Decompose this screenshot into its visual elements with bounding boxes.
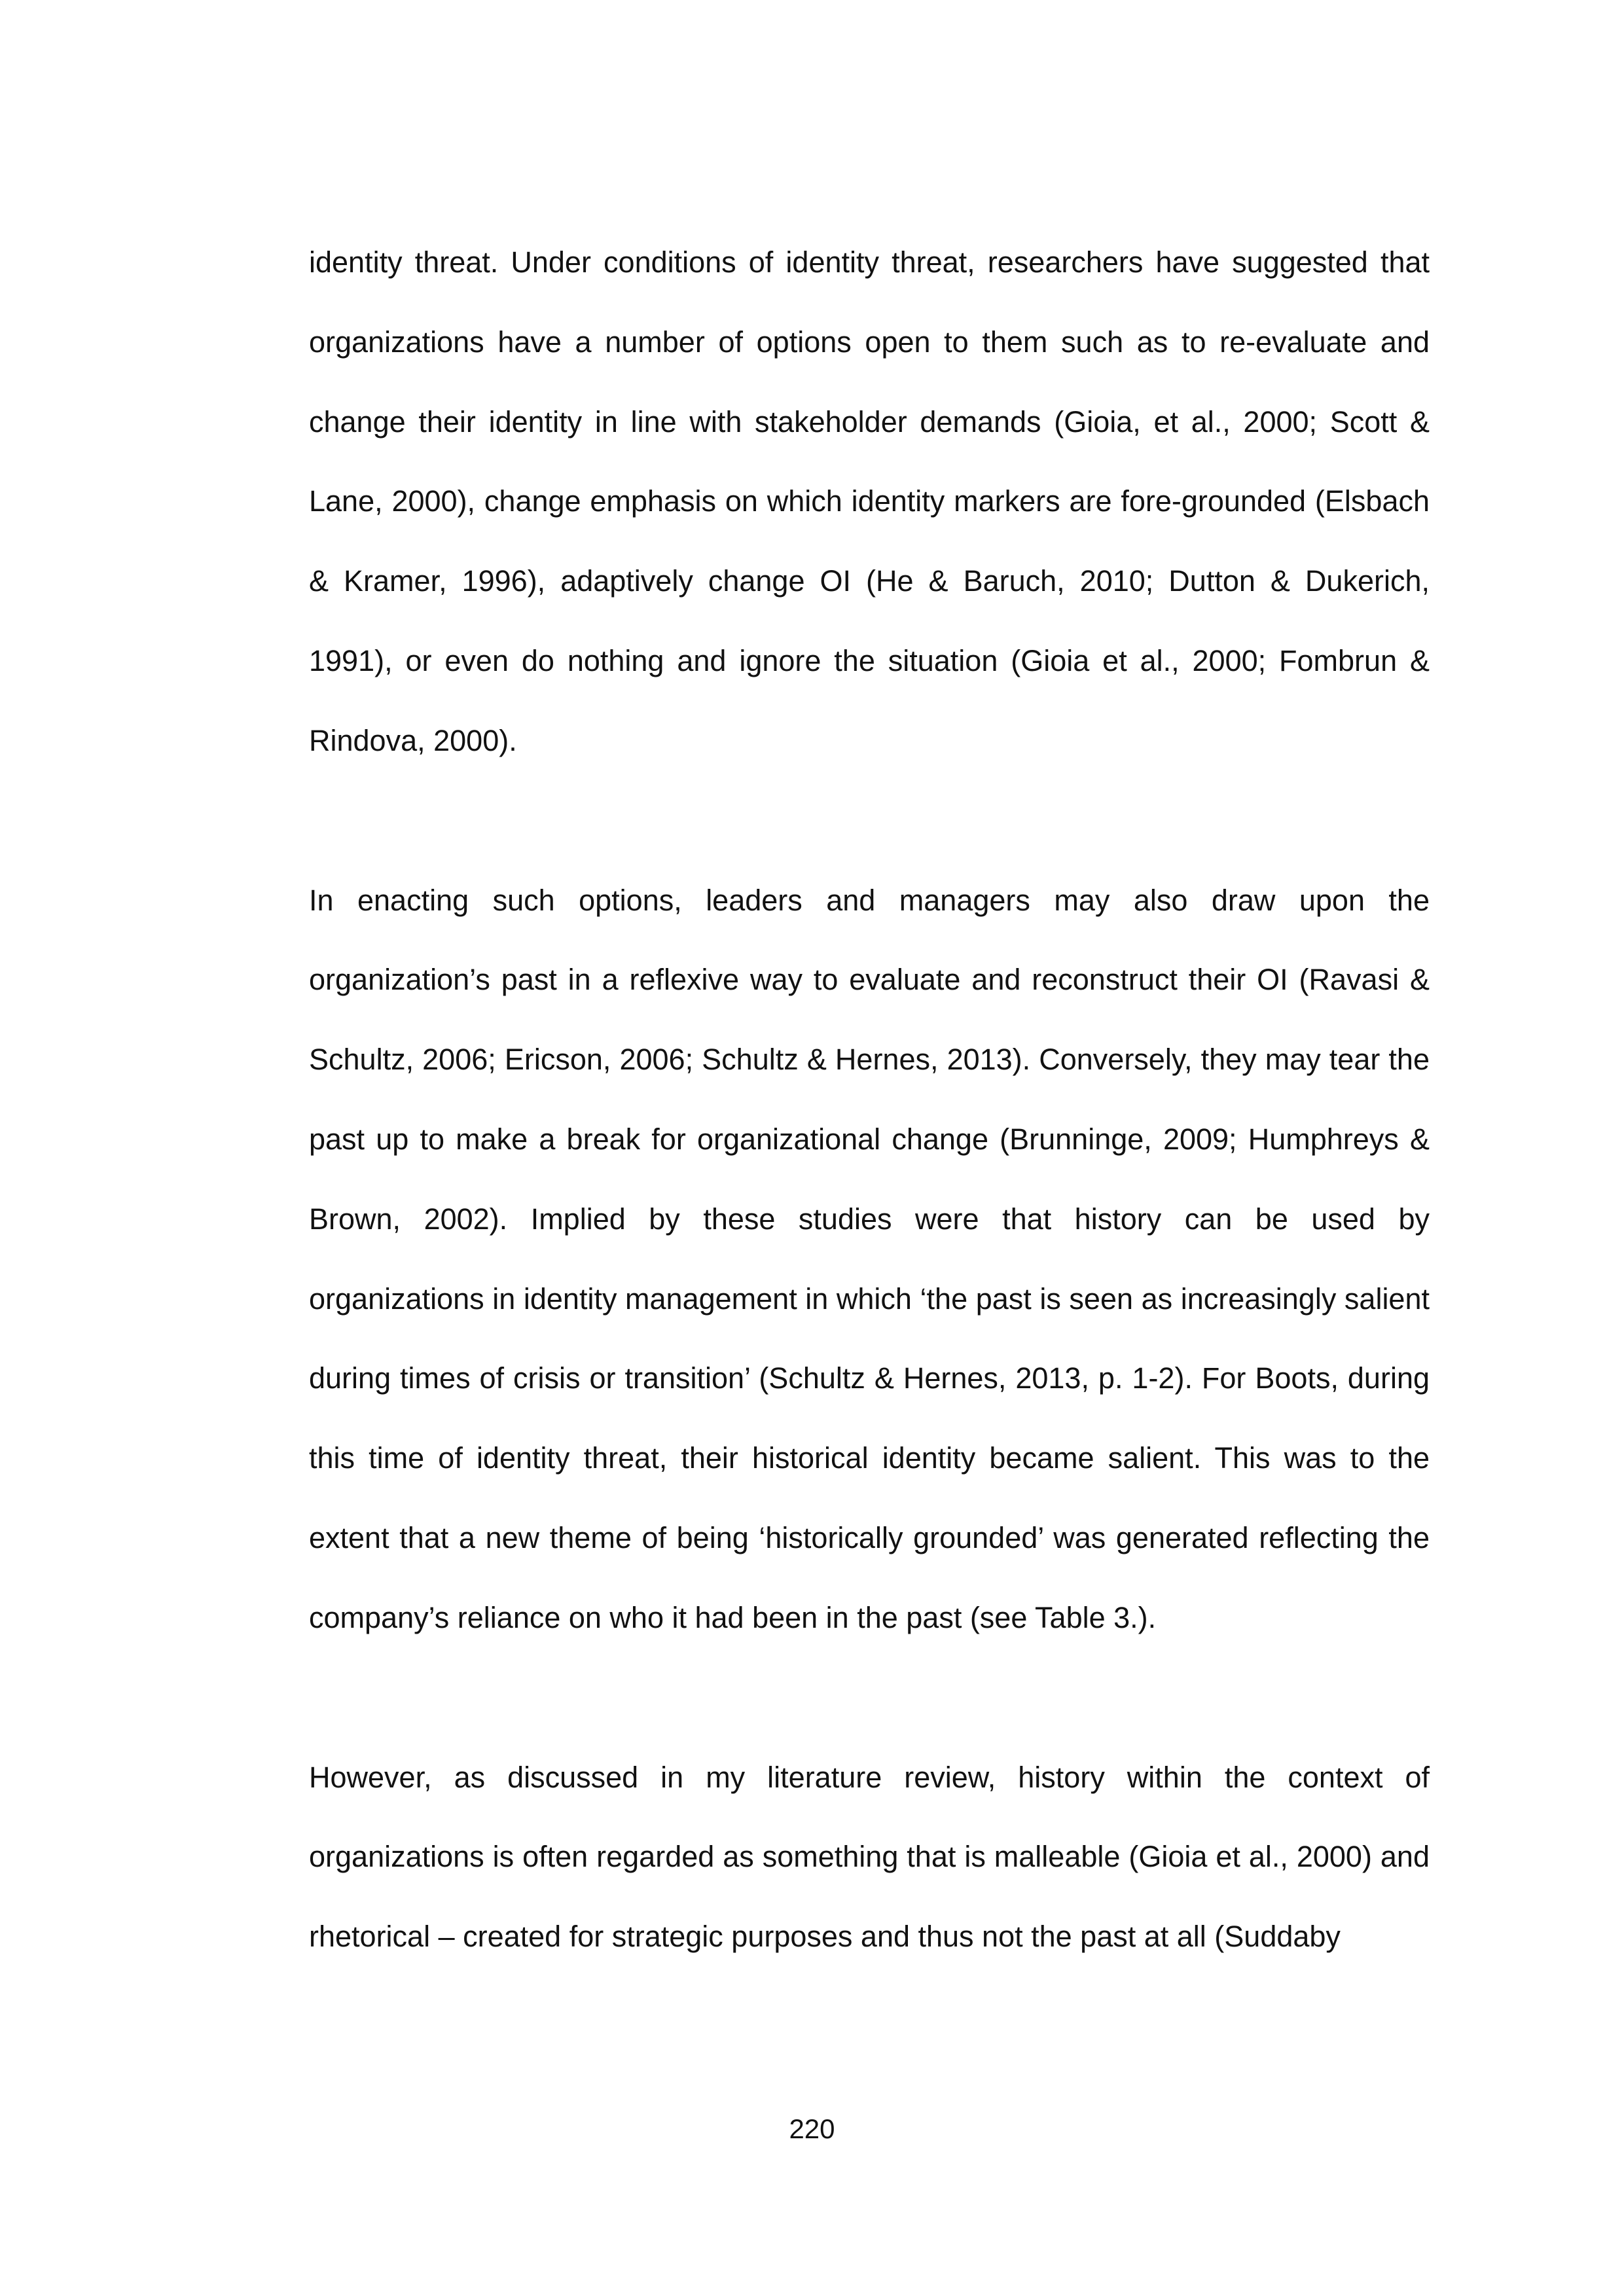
paragraph-1: identity threat. Under conditions of identity threat, researchers have suggested that organizations have a number of options open to them such as to re-evaluate and change their identity in line with stakeholder demands (Gioia, et al., 2000; Scott & Lane, 2000), change emphasis on which identity markers are fore-grounded (Elsbach & Kramer, 1996), adaptively change OI (He & Baruch, 2010; Dutton & Dukerich, 1991), or even do nothing and ignore the situation (Gioia et al., 2000; Fombrun & Rindova, 2000). bbox=[309, 245, 1430, 757]
paragraph-3: However, as discussed in my literature review, history within the context of organizations is often regarded as something that is malleable (Gioia et al., 2000) and rhetorical – created for strategic purposes and thus not the past at all (Suddaby bbox=[309, 1760, 1430, 1954]
page-number: 220 bbox=[789, 2113, 835, 2144]
paragraph-2: In enacting such options, leaders and managers may also draw upon the organization’s past in a reflexive way to evaluate and reconstruct their OI (Ravasi & Schultz, 2006; Ericson, 2006; Schultz & Hernes, 2013). Conversely, they may tear the past up to make a break for organizational change (Brunninge, 2009; Humphreys & Brown, 2002). Implied by these studies were that history can be used by organizations in identity management in which ‘the past is seen as increasingly salient during times of crisis or transition’ (Schultz & Hernes, 2013, p. 1-2). For Boots, during this time of identity threat, their historical identity became salient. This was to the extent that a new theme of being ‘historically grounded’ was generated reflecting the company’s reliance on who it had been in the past (see Table 3.). bbox=[309, 883, 1430, 1634]
body-text bbox=[309, 223, 1430, 1977]
